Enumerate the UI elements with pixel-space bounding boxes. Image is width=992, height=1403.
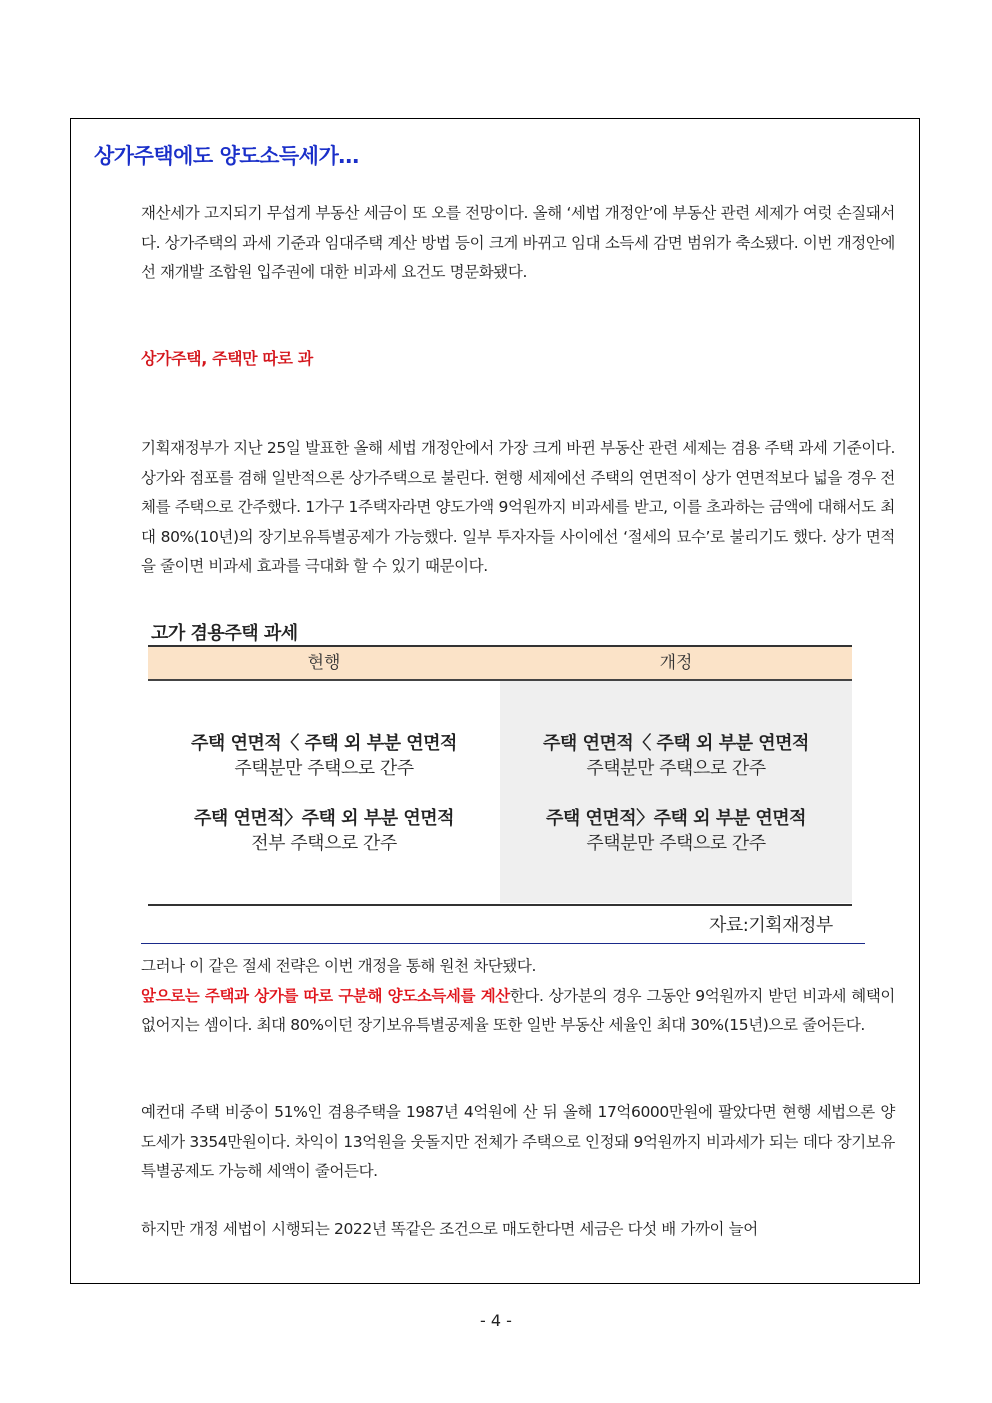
current-row-1-condition: 주택 연면적〈 주택 외 부분 연면적 (191, 733, 457, 754)
revised-row-2-result: 주택분만 주택으로 간주 (586, 833, 766, 854)
revised-row-1-condition: 주택 연면적〈 주택 외 부분 연면적 (543, 733, 809, 754)
current-row-1 (148, 731, 500, 781)
table-title: 고가 겸용주택 과세 (151, 623, 298, 644)
current-row-2-result: 전부 주택으로 간주 (251, 833, 397, 854)
body-paragraph-2-first-line: 그러나 이 같은 절세 전략은 이번 개정을 통해 원천 차단됐다. (141, 957, 537, 975)
revised-row-2 (500, 806, 852, 856)
table-header (148, 647, 852, 681)
header-revised: 개정 (659, 653, 693, 673)
header-current: 현행 (307, 653, 341, 673)
revised-column-background (500, 681, 852, 903)
section-divider (141, 943, 865, 944)
current-row-2 (148, 806, 500, 856)
body-paragraph-2 (141, 952, 895, 1041)
revised-row-2-condition: 주택 연면적〉주택 외 부분 연면적 (545, 808, 807, 829)
current-row-2-condition: 주택 연면적〉주택 외 부분 연면적 (193, 808, 455, 829)
section-subheading: 상가주택, 주택만 따로 과 (141, 349, 313, 368)
revised-row-1-result: 주택분만 주택으로 간주 (586, 758, 766, 779)
revised-row-1 (500, 731, 852, 781)
page-number: - 4 - (480, 1311, 512, 1330)
body-paragraph-4: 하지만 개정 세법이 시행되는 2022년 똑같은 조건으로 매도한다면 세금은 다섯 배 가까이 늘어 (141, 1220, 758, 1238)
article-title: 상가주택에도 양도소득세가… (94, 144, 359, 168)
body-paragraph-1: 기획재정부가 지난 25일 발표한 올해 세법 개정안에서 가장 크게 바뀐 부동산 관련 세제는 겸용 주택 과세 기준이다. 상가와 점포를 겸해 일반적으론 상가주택으로 불린다. 현행 세제에선 주택의 연면적이 상가 연면적보다 넓을 경우 전체를 주택으로 간주했다. 1가구 1주택자라면 양도가액 9억원까지 비과세를 받고, 이를 초과하는 금액에 대해서도 최대 80%(10년)의 장기보유특별공제가 가능했다. 일부 투자자들 사이에선 ‘절세의 묘수’로 불리기도 했다. 상가 면적을 줄이면 비과세 효과를 극대화 할 수 있기 때문이다. (141, 439, 895, 575)
body-paragraph-3: 예컨대 주택 비중이 51%인 겸용주택을 1987년 4억원에 산 뒤 올해 17억6000만원에 팔았다면 현행 세법으론 양도세가 3354만원이다. 차익이 13억원을 웃돌지만 전체가 주택으로 인정돼 9억원까지 비과세가 되는 데다 장기보유특별공제도 가능해 세액이 줄어든다. (141, 1103, 895, 1180)
current-row-1-result: 주택분만 주택으로 간주 (234, 758, 414, 779)
highlight-text: 앞으로는 주택과 상가를 따로 구분해 양도소득세를 계산 (141, 986, 510, 1005)
body-paragraph-2-rest: 한다. 상가분의 경우 그동안 9억원까지 받던 비과세 혜택이 없어지는 셈이다. 최대 80%이던 장기보유특별공제율 또한 일반 부동산 세율인 최대 30%(15년)으로 줄어든다. (141, 986, 895, 1034)
table-bottom-rule (148, 904, 852, 906)
intro-paragraph: 재산세가 고지되기 무섭게 부동산 세금이 또 오를 전망이다. 올해 ‘세법 개정안’에 부동산 관련 세제가 여럿 손질돼서다. 상가주택의 과세 기준과 임대주택 계산 방법 등이 크게 바뀌고 임대 소득세 감면 범위가 축소됐다. 이번 개정안에선 재개발 조합원 입주권에 대한 비과세 요건도 명문화됐다. (141, 204, 895, 281)
table-source: 자료:기획재정부 (709, 915, 833, 936)
